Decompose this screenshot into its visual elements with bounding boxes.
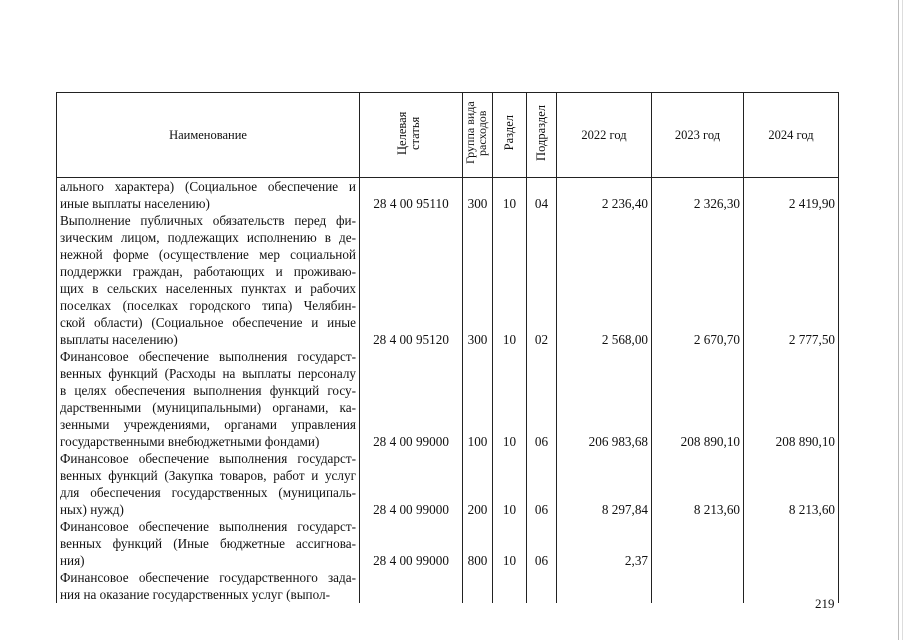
name-line: Финансовое обеспечение выполнения государст-	[60, 349, 356, 364]
name-line: поселках (поселках городского типа) Челябин-	[60, 298, 356, 313]
section-cell: 10	[493, 450, 527, 518]
expense-group-cell	[463, 569, 493, 603]
target-article-cell: 28 4 00 99000	[360, 518, 463, 569]
scan-edge-line	[898, 0, 899, 640]
year-2023-cell: 8 213,60	[652, 450, 744, 518]
section-cell	[493, 569, 527, 603]
row-name-cell	[57, 518, 360, 569]
name-line: Финансовое обеспечение государственного зада-	[60, 570, 356, 585]
row-name-cell	[57, 348, 360, 450]
name-line: дарственными (муниципальными) органами, ка-	[60, 400, 356, 415]
year-2024-cell	[744, 518, 839, 569]
table-row	[57, 178, 839, 213]
name-line: щих в сельских населенных пунктах и рабочих	[60, 281, 356, 296]
section-cell: 10	[493, 178, 527, 213]
name-line: поддержки граждан, работающих и проживаю-	[60, 264, 356, 279]
page-number: 219	[815, 596, 835, 611]
name-line: для обеспечения государственных (муниципаль-	[60, 485, 356, 500]
header-year-2023: 2023 год	[652, 93, 744, 178]
expense-group-cell: 300	[463, 178, 493, 213]
name-line: венных функций (Иные бюджетные ассигнова-	[60, 536, 356, 551]
scan-edge-line-2	[902, 0, 903, 640]
subsection-cell: 06	[527, 518, 557, 569]
target-article-cell	[360, 569, 463, 603]
budget-table	[56, 92, 839, 603]
header-year-2022: 2022 год	[557, 93, 652, 178]
target-article-cell: 28 4 00 99000	[360, 450, 463, 518]
name-line: ской области) (Социальное обеспечение и иные	[60, 315, 356, 330]
year-2022-cell: 2 568,00	[557, 212, 652, 348]
name-line: ального характера) (Социальное обеспечение и	[60, 179, 356, 194]
year-2022-cell: 8 297,84	[557, 450, 652, 518]
name-line: ния)	[60, 553, 85, 568]
expense-group-cell: 100	[463, 348, 493, 450]
expense-group-cell: 800	[463, 518, 493, 569]
year-2023-cell: 208 890,10	[652, 348, 744, 450]
name-line: зическим лицом, подлежащих исполнению в де-	[60, 230, 356, 245]
name-line: государственными внебюджетными фондами)	[60, 434, 320, 449]
section-cell: 10	[493, 518, 527, 569]
name-line: в целях обеспечения выполнения функций госу-	[60, 383, 356, 398]
subsection-cell	[527, 569, 557, 603]
header-row	[57, 93, 839, 178]
row-name-cell	[57, 450, 360, 518]
row-name-cell	[57, 178, 360, 213]
header-expense-group: Группа вида расходов	[463, 93, 493, 178]
year-2023-cell	[652, 569, 744, 603]
expense-group-cell: 300	[463, 212, 493, 348]
name-line: нежной форме (осуществление мер социальной	[60, 247, 356, 262]
name-line: иные выплаты населению)	[60, 196, 210, 211]
year-2022-cell	[557, 569, 652, 603]
name-line: выплаты населению)	[60, 332, 178, 347]
name-line: Финансовое обеспечение выполнения государст-	[60, 519, 356, 534]
subsection-cell: 02	[527, 212, 557, 348]
table-row	[57, 450, 839, 518]
header-year-2024: 2024 год	[744, 93, 839, 178]
year-2024-cell: 8 213,60	[744, 450, 839, 518]
target-article-cell: 28 4 00 95120	[360, 212, 463, 348]
name-line: ных) нужд)	[60, 502, 124, 517]
name-line: Финансовое обеспечение выполнения государст-	[60, 451, 356, 466]
name-line: Выполнение публичных обязательств перед фи-	[60, 213, 356, 228]
table-row	[57, 518, 839, 569]
subsection-cell: 06	[527, 348, 557, 450]
header-target-article: Целевая статья	[360, 93, 463, 178]
year-2023-cell	[652, 518, 744, 569]
year-2022-cell: 2 236,40	[557, 178, 652, 213]
expense-group-cell: 200	[463, 450, 493, 518]
year-2022-cell: 2,37	[557, 518, 652, 569]
year-2024-cell: 208 890,10	[744, 348, 839, 450]
header-section: Раздел	[493, 93, 527, 178]
row-name-cell	[57, 212, 360, 348]
table-row	[57, 569, 839, 603]
section-cell: 10	[493, 212, 527, 348]
subsection-cell: 04	[527, 178, 557, 213]
year-2024-cell: 2 777,50	[744, 212, 839, 348]
year-2024-cell: 2 419,90	[744, 178, 839, 213]
year-2023-cell: 2 670,70	[652, 212, 744, 348]
header-subsection: Подраздел	[527, 93, 557, 178]
section-cell: 10	[493, 348, 527, 450]
table-row	[57, 348, 839, 450]
table-row	[57, 212, 839, 348]
name-line: ния на оказание государственных услуг (выпол-	[60, 587, 331, 602]
name-line: зенными учреждениями, органами управления	[60, 417, 356, 432]
header-name: Наименование	[57, 93, 360, 178]
row-name-cell	[57, 569, 360, 603]
subsection-cell: 06	[527, 450, 557, 518]
target-article-cell: 28 4 00 99000	[360, 348, 463, 450]
target-article-cell: 28 4 00 95110	[360, 178, 463, 213]
year-2022-cell: 206 983,68	[557, 348, 652, 450]
name-line: венных функций (Расходы на выплаты персоналу	[60, 366, 356, 381]
name-line: венных функций (Закупка товаров, работ и услуг	[60, 468, 356, 483]
table-body	[57, 178, 839, 604]
year-2023-cell: 2 326,30	[652, 178, 744, 213]
